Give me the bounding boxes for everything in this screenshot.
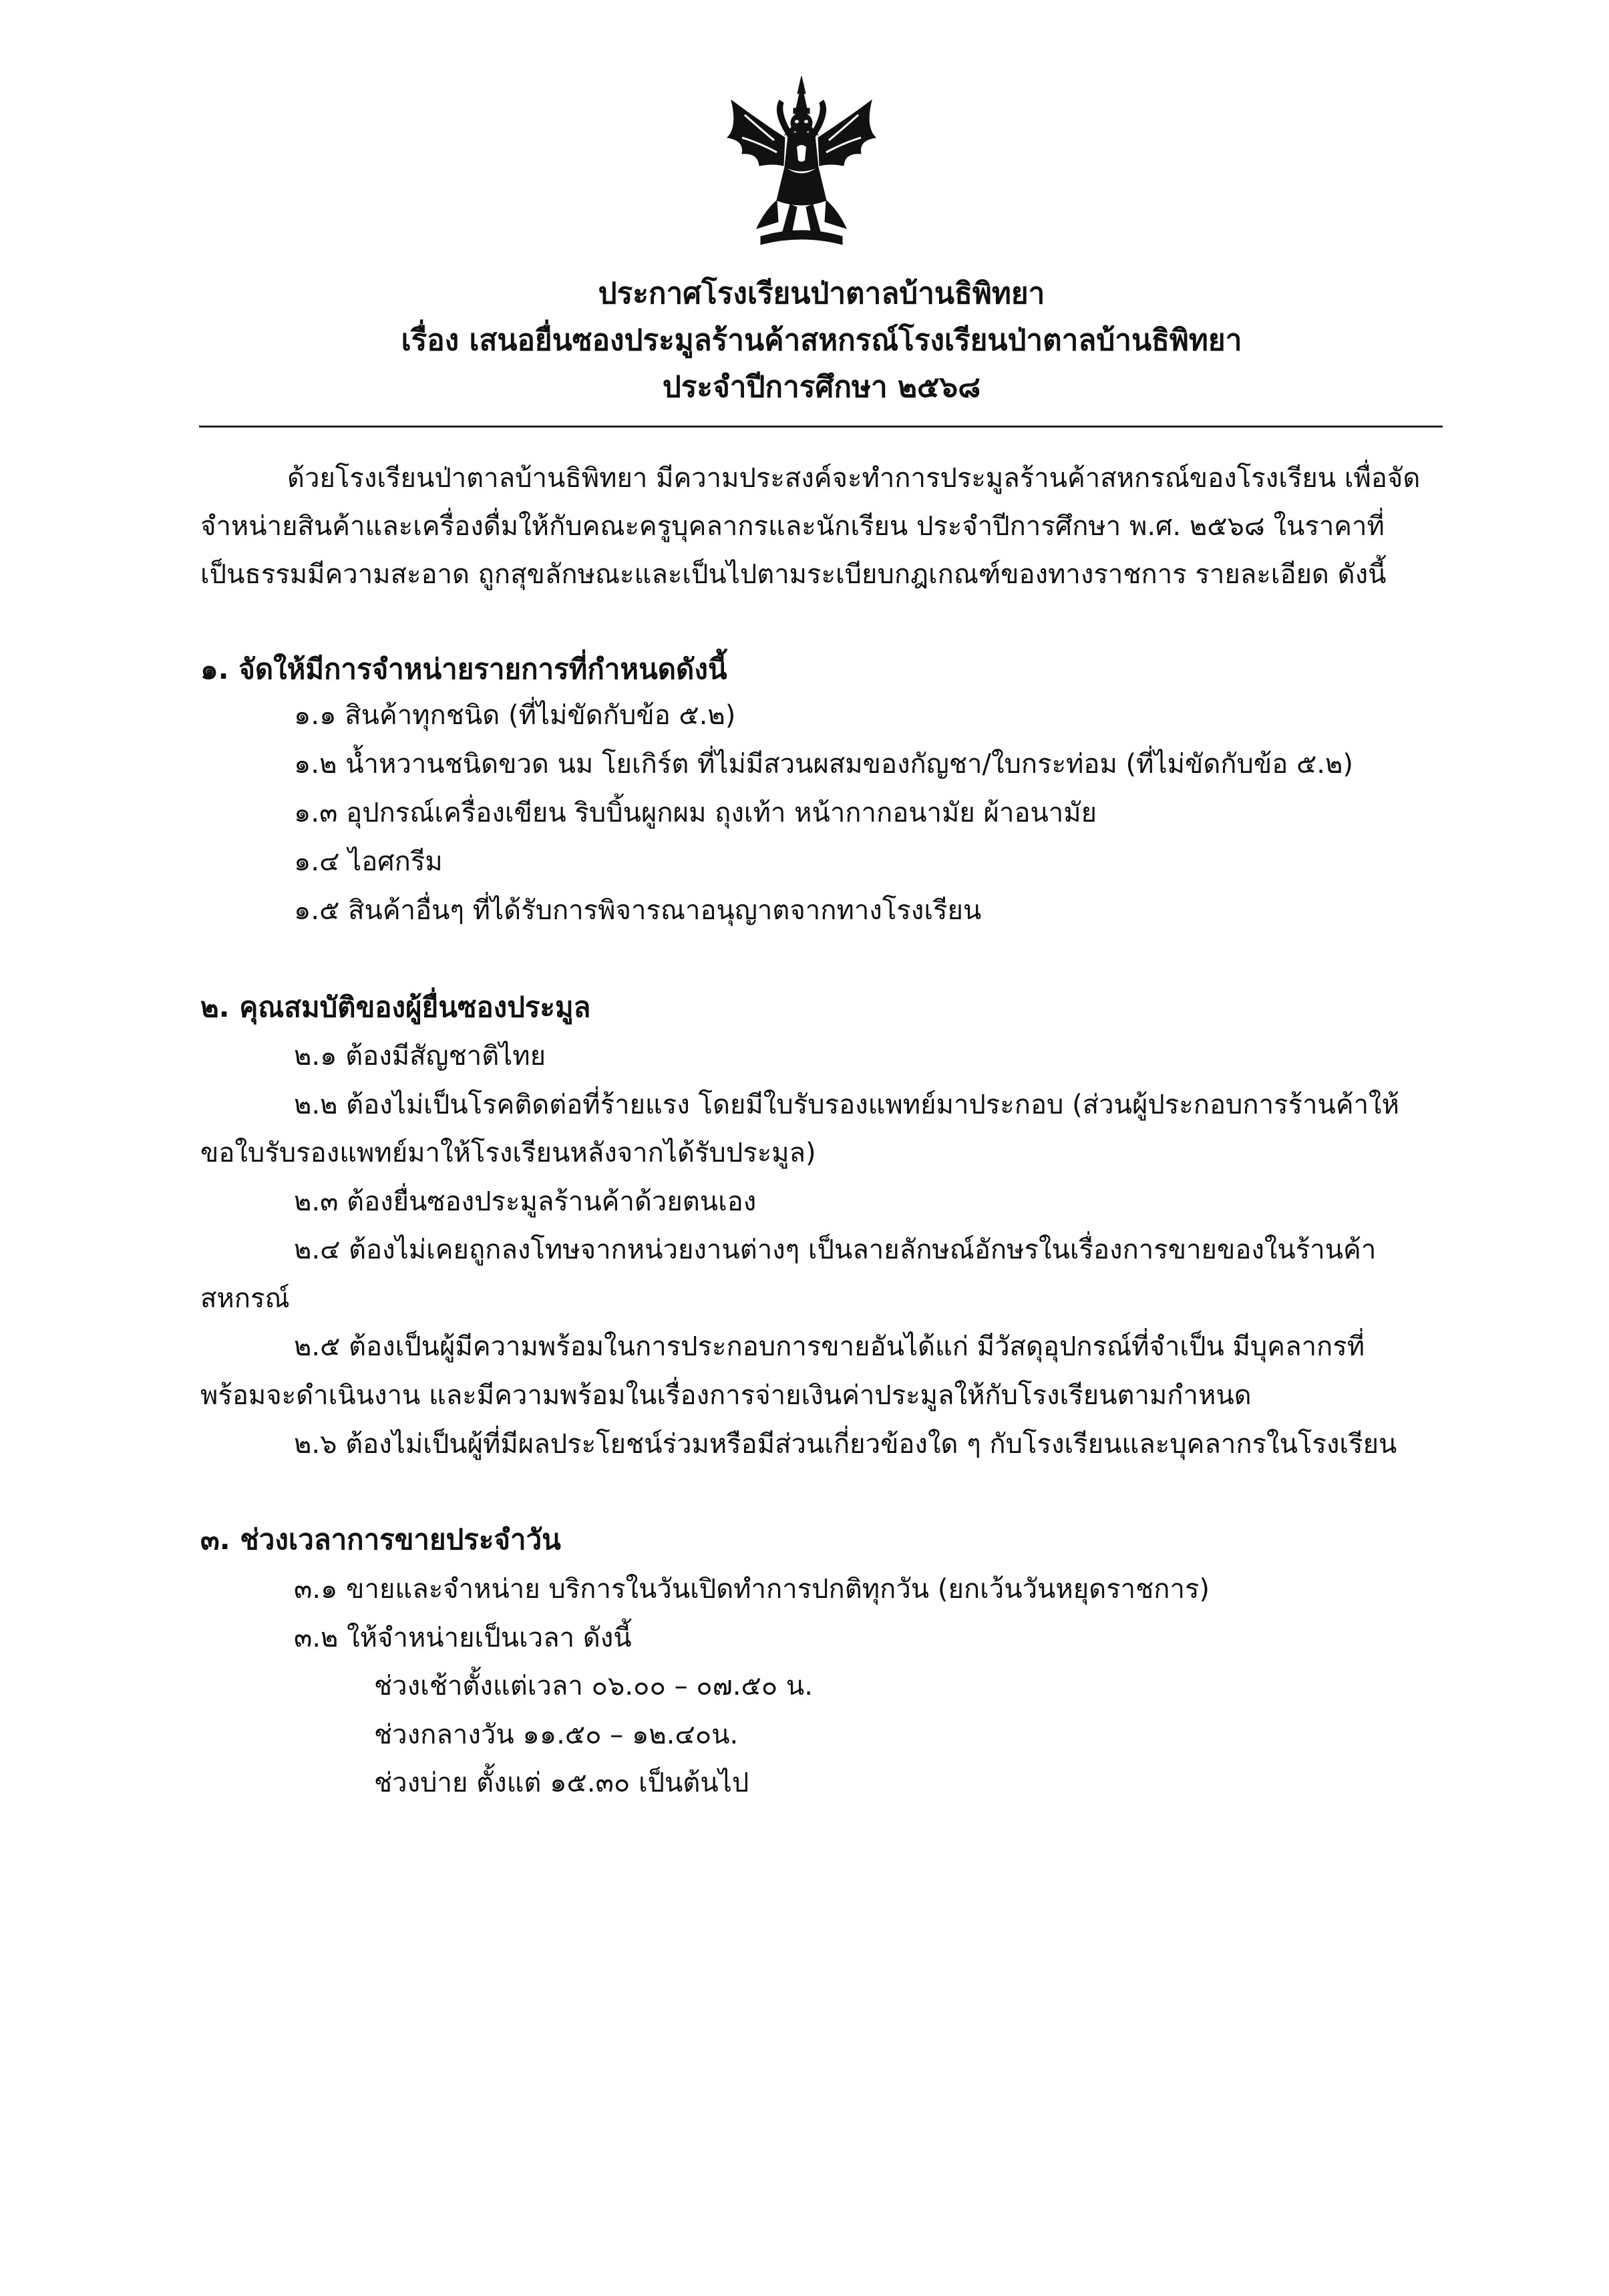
section-2-item-6: ๒.๖ ต้องไม่เป็นผู้ที่มีผลประโยชน์ร่วมหรือมีส่วนเกี่ยวข้องใด ๆ กับโรงเรียนและบุคลากรในโรงเรียน	[294, 1429, 1397, 1460]
garuda-emblem-icon	[718, 73, 885, 253]
section-2-item-2: ๒.๒ ต้องไม่เป็นโรคติดต่อที่ร้ายแรง โดยมีใบรับรองแพทย์มาประกอบ (ส่วนผู้ประกอบการร้านค้าให้	[294, 1090, 1399, 1120]
title-divider	[199, 426, 1443, 428]
title-line-1: ประกาศโรงเรียนป่าตาลบ้านธิพิทยา	[598, 277, 1045, 311]
section-2-item-4: ๒.๔ ต้องไม่เคยถูกลงโทษจากหน่วยงานต่างๆ เป็นลายลักษณ์อักษรในเรื่องการขายของในร้านค้า	[294, 1235, 1377, 1265]
section-3-item-1: ๓.๑ ขายและจำหน่าย บริการในวันเปิดทำการปกติทุกวัน (ยกเว้นวันหยุดราชการ)	[294, 1574, 1210, 1605]
section-2-item-2-cont: ขอใบรับรองแพทย์มาให้โรงเรียนหลังจากได้รับประมูล)	[200, 1138, 816, 1168]
title-line-2: เรื่อง เสนอยื่นซองประมูลร้านค้าสหกรณ์โรงเรียนป่าตาลบ้านธิพิทยา	[401, 323, 1242, 357]
midday-hours: ช่วงกลางวัน ๑๑.๕๐ – ๑๒.๔๐น.	[374, 1719, 739, 1750]
section-2-item-4-cont: สหกรณ์	[200, 1283, 290, 1314]
section-2-item-5-cont: พร้อมจะดำเนินงาน และมีความพร้อมในเรื่องการจ่ายเงินค่าประมูลให้กับโรงเรียนตามกำหนด	[200, 1380, 1252, 1411]
section-1-item-4: ๑.๔ ไอศกรีม	[294, 846, 443, 877]
morning-hours: ช่วงเช้าตั้งแต่เวลา ๐๖.๐๐ – ๐๗.๕๐ น.	[374, 1671, 813, 1701]
intro-line-1: ด้วยโรงเรียนป่าตาลบ้านธิพิทยา มีความประสงค์จะทำการประมูลร้านค้าสหกรณ์ของโรงเรียน เพื่อจัด	[287, 463, 1421, 494]
afternoon-hours: ช่วงบ่าย ตั้งแต่ ๑๕.๓๐ เป็นต้นไป	[374, 1768, 749, 1798]
intro-line-3: เป็นธรรมมีความสะอาด ถูกสุขลักษณะและเป็นไปตามระเบียบกฎเกณฑ์ของทางราชการ รายละเอียด ดังนี้	[200, 559, 1387, 590]
intro-line-2: จำหน่ายสินค้าและเครื่องดื่มให้กับคณะครูบุคลากรและนักเรียน ประจำปีการศึกษา พ.ศ. ๒๕๖๘ ในราคาที่	[200, 511, 1385, 542]
section-3-heading: ๓. ช่วงเวลาการขายประจำวัน	[200, 1523, 561, 1556]
section-1-item-3: ๑.๓ อุปกรณ์เครื่องเขียน ริบบิ้นผูกผม ถุงเท้า หน้ากากอนามัย ผ้าอนามัย	[294, 798, 1097, 828]
announcement-title	[200, 271, 1443, 411]
section-2-heading: ๒. คุณสมบัติของผู้ยื่นซองประมูล	[200, 991, 591, 1023]
section-2-item-5: ๒.๕ ต้องเป็นผู้มีความพร้อมในการประกอบการขายอันได้แก่ มีวัสดุอุปกรณ์ที่จำเป็น มีบุคลากรที่	[294, 1331, 1365, 1362]
title-line-3: ประจำปีการศึกษา ๒๕๖๘	[662, 370, 981, 404]
section-2-item-3: ๒.๓ ต้องยื่นซองประมูลร้านค้าด้วยตนเอง	[294, 1186, 757, 1217]
section-1-heading: ๑. จัดให้มีการจำหน่ายรายการที่กำหนดดังนี้	[200, 653, 727, 685]
section-3-item-2: ๓.๒ ให้จำหน่ายเป็นเวลา ดังนี้	[294, 1623, 632, 1653]
intro-paragraph	[200, 454, 1443, 599]
section-1-item-2: ๑.๒ น้ำหวานชนิดขวด นม โยเกิร์ต ที่ไม่มีสวนผสมของกัญชา/ใบกระท่อม (ที่ไม่ขัดกับข้อ ๕.๒)	[294, 749, 1353, 780]
section-1-item-5: ๑.๕ สินค้าอื่นๆ ที่ได้รับการพิจารณาอนุญาตจากทางโรงเรียน	[294, 895, 982, 926]
section-2-item-1: ๒.๑ ต้องมีสัญชาติไทย	[294, 1041, 546, 1072]
section-1-item-1: ๑.๑ สินค้าทุกชนิด (ที่ไม่ขัดกับข้อ ๕.๒)	[294, 700, 736, 731]
